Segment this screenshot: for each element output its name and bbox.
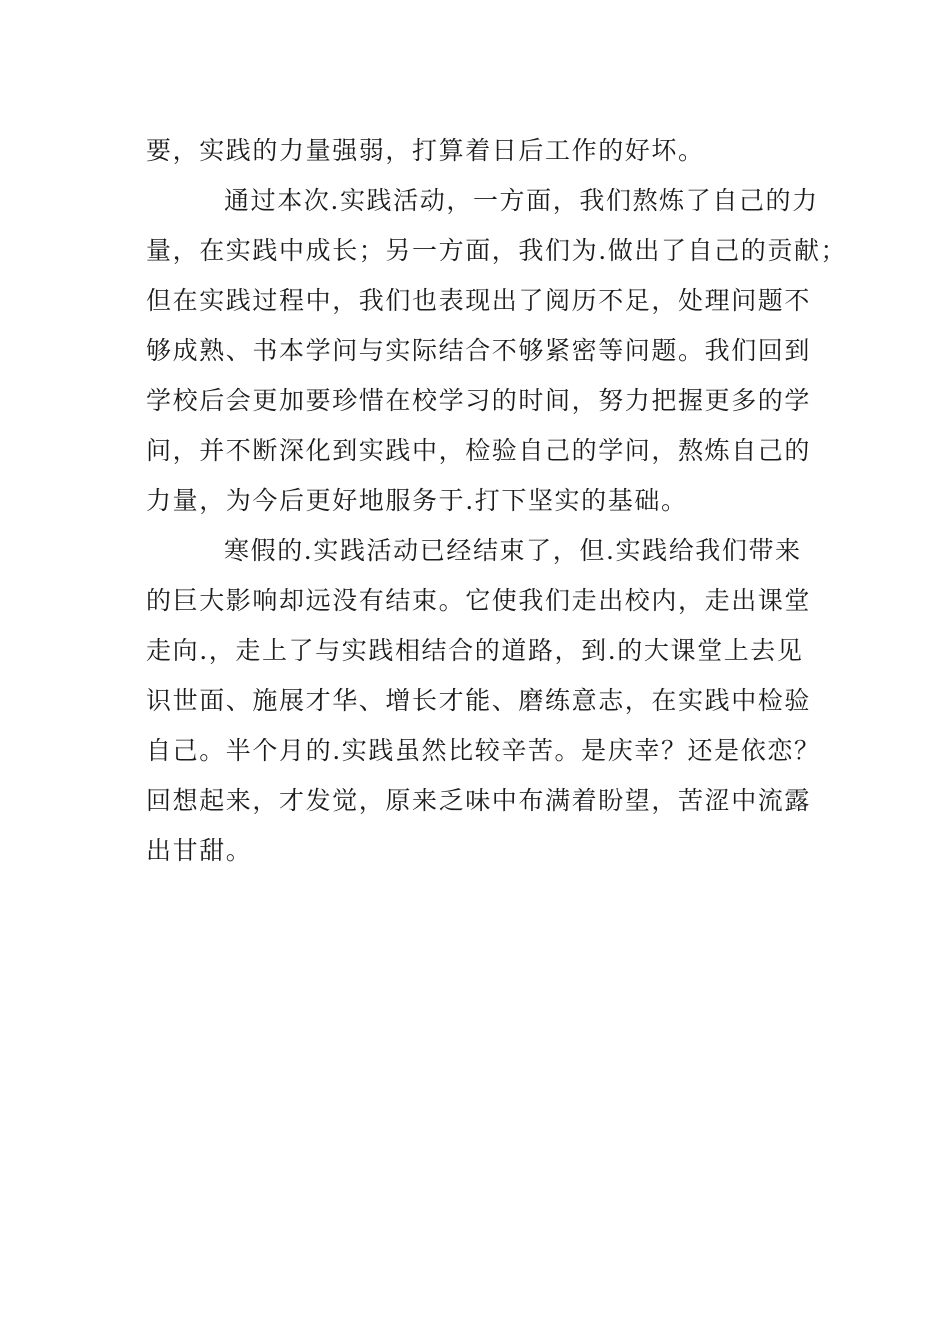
text-line: 量，在实践中成长；另一方面，我们为.做出了自己的贡献； [146, 236, 848, 265]
paragraph-start-line: 通过本次.实践活动，一方面，我们熬炼了自己的力 [224, 186, 819, 215]
text-line: 但在实践过程中，我们也表现出了阅历不足，处理问题不 [146, 286, 812, 315]
text-line: 问，并不断深化到实践中，检验自己的学问，熬炼自己的 [146, 436, 812, 465]
text-line: 出甘甜。 [146, 836, 253, 865]
text-line: 识世面、施展才华、增长才能、磨练意志，在实践中检验 [146, 686, 812, 715]
text-line: 回想起来，才发觉，原来乏味中布满着盼望，苦涩中流露 [146, 786, 812, 815]
text-line: 走向.，走上了与实践相结合的道路，到.的大课堂上去见 [146, 636, 804, 665]
text-line: 力量，为今后更好地服务于.打下坚实的基础。 [146, 486, 688, 515]
text-line: 学校后会更加要珍惜在校学习的时间，努力把握更多的学 [146, 386, 812, 415]
text-line: 的巨大影响却远没有结束。它使我们走出校内，走出课堂 [146, 586, 812, 615]
paragraph-start-line: 寒假的.实践活动已经结束了，但.实践给我们带来 [224, 536, 802, 565]
text-line: 够成熟、书本学问与实际结合不够紧密等问题。我们回到 [146, 336, 812, 365]
text-line: 自己。半个月的.实践虽然比较辛苦。是庆幸？还是依恋？ [146, 736, 821, 765]
document-body [146, 126, 848, 876]
text-line: 要，实践的力量强弱，打算着日后工作的好坏。 [146, 136, 705, 165]
